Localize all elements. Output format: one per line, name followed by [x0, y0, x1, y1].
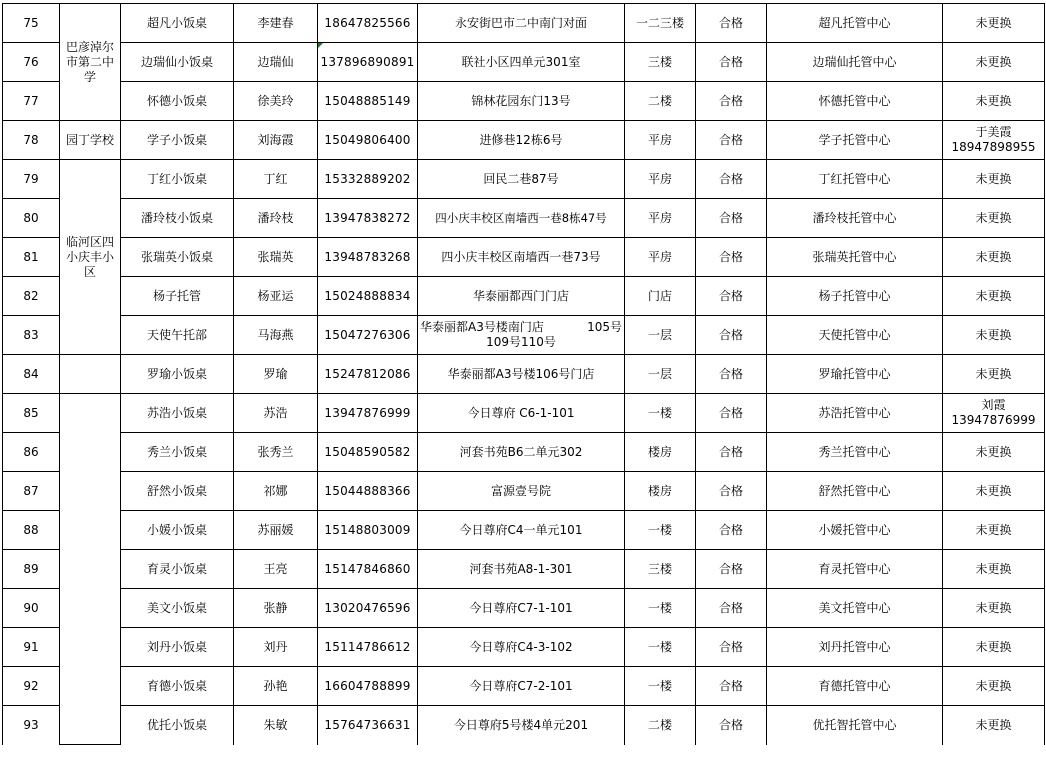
change-status[interactable]: 未更换: [943, 82, 1045, 121]
status[interactable]: 合格: [696, 472, 767, 511]
address[interactable]: 今日尊府C4-3-102: [418, 628, 625, 667]
provider-name[interactable]: 优托小饭桌: [121, 706, 234, 745]
row-number[interactable]: 90: [3, 589, 60, 628]
table-row[interactable]: [3, 706, 1045, 745]
row-number[interactable]: 76: [3, 43, 60, 82]
row-number[interactable]: 93: [3, 706, 60, 745]
provider-name[interactable]: 小媛小饭桌: [121, 511, 234, 550]
phone-number[interactable]: 15332889202: [318, 160, 418, 199]
floor[interactable]: 一层: [625, 355, 696, 394]
floor[interactable]: 一楼: [625, 394, 696, 433]
address[interactable]: 今日尊府5号楼4单元201: [418, 706, 625, 745]
phone-number[interactable]: 13020476596: [318, 589, 418, 628]
status[interactable]: 合格: [696, 394, 767, 433]
row-number[interactable]: 92: [3, 667, 60, 706]
phone-number[interactable]: 15024888834: [318, 277, 418, 316]
center-name[interactable]: 边瑞仙托管中心: [767, 43, 943, 82]
floor[interactable]: 二楼: [625, 82, 696, 121]
phone-number[interactable]: 16604788899: [318, 667, 418, 706]
contact-person[interactable]: 祁娜: [234, 472, 318, 511]
floor[interactable]: 平房: [625, 160, 696, 199]
center-name[interactable]: 潘玲枝托管中心: [767, 199, 943, 238]
provider-name[interactable]: 苏浩小饭桌: [121, 394, 234, 433]
contact-person[interactable]: 刘丹: [234, 628, 318, 667]
phone-number[interactable]: 13948783268: [318, 238, 418, 277]
address[interactable]: 河套书苑A8-1-301: [418, 550, 625, 589]
change-status[interactable]: 未更换: [943, 472, 1045, 511]
floor[interactable]: 一楼: [625, 667, 696, 706]
address-part: 华泰丽都A3号楼南门店: [420, 320, 544, 334]
table-row[interactable]: [3, 394, 1045, 433]
floor[interactable]: 一楼: [625, 511, 696, 550]
provider-name[interactable]: 刘丹小饭桌: [121, 628, 234, 667]
center-name[interactable]: 小媛托管中心: [767, 511, 943, 550]
change-status[interactable]: 未更换: [943, 433, 1045, 472]
contact-person[interactable]: 王亮: [234, 550, 318, 589]
contact-person[interactable]: 李建春: [234, 4, 318, 43]
change-status[interactable]: 未更换: [943, 589, 1045, 628]
phone-number[interactable]: 15148803009: [318, 511, 418, 550]
provider-name[interactable]: 天使午托部: [121, 316, 234, 355]
phone-number[interactable]: 15147846860: [318, 550, 418, 589]
row-number[interactable]: 81: [3, 238, 60, 277]
table-row[interactable]: [3, 277, 1045, 316]
floor[interactable]: 楼房: [625, 433, 696, 472]
contact-person[interactable]: 苏丽媛: [234, 511, 318, 550]
center-name[interactable]: 天使托管中心: [767, 316, 943, 355]
center-name[interactable]: 杨子托管中心: [767, 277, 943, 316]
floor[interactable]: 一楼: [625, 628, 696, 667]
change-status[interactable]: 未更换: [943, 355, 1045, 394]
center-name[interactable]: 秀兰托管中心: [767, 433, 943, 472]
address[interactable]: 四小庆丰校区南墙西一巷8栋47号: [418, 199, 625, 238]
provider-name[interactable]: 张瑞英小饭桌: [121, 238, 234, 277]
school-group-cell[interactable]: 巴彦淖尔市第二中学: [60, 4, 121, 121]
center-name[interactable]: 苏浩托管中心: [767, 394, 943, 433]
table-row[interactable]: [3, 4, 1045, 43]
table-row[interactable]: [3, 82, 1045, 121]
center-name[interactable]: 舒然托管中心: [767, 472, 943, 511]
status[interactable]: 合格: [696, 706, 767, 745]
floor[interactable]: 一二三楼: [625, 4, 696, 43]
row-number[interactable]: 88: [3, 511, 60, 550]
status[interactable]: 合格: [696, 4, 767, 43]
status[interactable]: 合格: [696, 238, 767, 277]
change-status[interactable]: 未更换: [943, 316, 1045, 355]
phone-number[interactable]: 15764736631: [318, 706, 418, 745]
floor[interactable]: 门店: [625, 277, 696, 316]
center-name[interactable]: 学子托管中心: [767, 121, 943, 160]
row-number[interactable]: 86: [3, 433, 60, 472]
phone-number[interactable]: 13947838272: [318, 199, 418, 238]
provider-name[interactable]: 罗瑜小饭桌: [121, 355, 234, 394]
center-name[interactable]: 育德托管中心: [767, 667, 943, 706]
phone-number[interactable]: 15247812086: [318, 355, 418, 394]
status[interactable]: 合格: [696, 355, 767, 394]
table-row[interactable]: [3, 511, 1045, 550]
center-name[interactable]: 育灵托管中心: [767, 550, 943, 589]
status[interactable]: 合格: [696, 121, 767, 160]
phone-number[interactable]: 15048885149: [318, 82, 418, 121]
status[interactable]: 合格: [696, 667, 767, 706]
phone-number[interactable]: 15049806400: [318, 121, 418, 160]
address[interactable]: 锦林花园东门13号: [418, 82, 625, 121]
row-number[interactable]: 85: [3, 394, 60, 433]
change-status[interactable]: 未更换: [943, 238, 1045, 277]
phone-number[interactable]: 18647825566: [318, 4, 418, 43]
contact-person[interactable]: 边瑞仙: [234, 43, 318, 82]
status[interactable]: 合格: [696, 511, 767, 550]
contact-person[interactable]: 孙艳: [234, 667, 318, 706]
status[interactable]: 合格: [696, 316, 767, 355]
table-row[interactable]: [3, 238, 1045, 277]
school-group-cell[interactable]: 临河区四小庆丰小区: [60, 160, 121, 355]
center-name[interactable]: 美文托管中心: [767, 589, 943, 628]
status[interactable]: 合格: [696, 43, 767, 82]
address[interactable]: 今日尊府C7-2-101: [418, 667, 625, 706]
status[interactable]: 合格: [696, 82, 767, 121]
replacement-phone: 18947898955: [951, 140, 1036, 154]
floor[interactable]: 一层: [625, 316, 696, 355]
table-row[interactable]: [3, 550, 1045, 589]
row-number[interactable]: 82: [3, 277, 60, 316]
change-status[interactable]: 未更换: [943, 550, 1045, 589]
change-status[interactable]: 未更换: [943, 511, 1045, 550]
center-name[interactable]: 张瑞英托管中心: [767, 238, 943, 277]
address[interactable]: [418, 316, 625, 355]
address[interactable]: 回民二巷87号: [418, 160, 625, 199]
status[interactable]: 合格: [696, 199, 767, 238]
provider-name[interactable]: 怀德小饭桌: [121, 82, 234, 121]
floor[interactable]: 三楼: [625, 550, 696, 589]
row-number[interactable]: 91: [3, 628, 60, 667]
table-row[interactable]: [3, 199, 1045, 238]
contact-person[interactable]: 张静: [234, 589, 318, 628]
center-name[interactable]: 刘丹托管中心: [767, 628, 943, 667]
address[interactable]: 今日尊府 C6-1-101: [418, 394, 625, 433]
floor[interactable]: 一楼: [625, 589, 696, 628]
address[interactable]: 四小庆丰校区南墙西一巷73号: [418, 238, 625, 277]
contact-person[interactable]: 徐美玲: [234, 82, 318, 121]
provider-name[interactable]: 超凡小饭桌: [121, 4, 234, 43]
table-row[interactable]: [3, 628, 1045, 667]
change-status[interactable]: 未更换: [943, 667, 1045, 706]
status[interactable]: 合格: [696, 433, 767, 472]
address[interactable]: 进修巷12栋6号: [418, 121, 625, 160]
change-status[interactable]: 未更换: [943, 160, 1045, 199]
center-name[interactable]: 超凡托管中心: [767, 4, 943, 43]
provider-name[interactable]: 舒然小饭桌: [121, 472, 234, 511]
replacement-name: 于美霞: [975, 125, 1012, 139]
row-number[interactable]: 89: [3, 550, 60, 589]
phone-number[interactable]: 15114786612: [318, 628, 418, 667]
replacement-phone: 13947876999: [951, 413, 1036, 427]
provider-name[interactable]: 育灵小饭桌: [121, 550, 234, 589]
contact-person[interactable]: 罗瑜: [234, 355, 318, 394]
contact-person[interactable]: 张瑞英: [234, 238, 318, 277]
table-row[interactable]: [3, 160, 1045, 199]
phone-number[interactable]: 13947876999: [318, 394, 418, 433]
status[interactable]: 合格: [696, 277, 767, 316]
floor[interactable]: 平房: [625, 121, 696, 160]
change-status[interactable]: 未更换: [943, 706, 1045, 745]
change-status[interactable]: 未更换: [943, 199, 1045, 238]
row-number[interactable]: 87: [3, 472, 60, 511]
change-status[interactable]: 未更换: [943, 277, 1045, 316]
row-number[interactable]: 78: [3, 121, 60, 160]
contact-person[interactable]: 马海燕: [234, 316, 318, 355]
row-number[interactable]: 84: [3, 355, 60, 394]
address-part: 105号: [587, 320, 622, 334]
phone-number[interactable]: 15047276306: [318, 316, 418, 355]
address[interactable]: 联社小区四单元301室: [418, 43, 625, 82]
phone-number[interactable]: 137896890891: [318, 43, 418, 82]
provider-name[interactable]: 学子小饭桌: [121, 121, 234, 160]
center-name[interactable]: 怀德托管中心: [767, 82, 943, 121]
address[interactable]: 华泰丽都西门门店: [418, 277, 625, 316]
table-row[interactable]: [3, 589, 1045, 628]
school-group-cell[interactable]: [60, 394, 121, 745]
table-row[interactable]: [3, 43, 1045, 82]
table-row[interactable]: [3, 433, 1045, 472]
address-part: 109号110号: [486, 335, 556, 349]
school-group-cell[interactable]: [60, 355, 121, 394]
center-name[interactable]: 优托智托管中心: [767, 706, 943, 745]
change-status[interactable]: [943, 121, 1045, 160]
address[interactable]: 永安街巴市二中南门对面: [418, 4, 625, 43]
row-number[interactable]: 83: [3, 316, 60, 355]
address[interactable]: 今日尊府C7-1-101: [418, 589, 625, 628]
provider-name[interactable]: 美文小饭桌: [121, 589, 234, 628]
contact-person[interactable]: 张秀兰: [234, 433, 318, 472]
provider-name[interactable]: 秀兰小饭桌: [121, 433, 234, 472]
row-number[interactable]: 80: [3, 199, 60, 238]
status[interactable]: 合格: [696, 160, 767, 199]
contact-person[interactable]: 杨亚运: [234, 277, 318, 316]
address[interactable]: 华泰丽都A3号楼106号门店: [418, 355, 625, 394]
table-row[interactable]: [3, 472, 1045, 511]
row-number[interactable]: 75: [3, 4, 60, 43]
row-number[interactable]: 77: [3, 82, 60, 121]
provider-name[interactable]: 丁红小饭桌: [121, 160, 234, 199]
contact-person[interactable]: 刘海霞: [234, 121, 318, 160]
replacement-name: 刘霞: [981, 398, 1006, 412]
center-name[interactable]: 罗瑜托管中心: [767, 355, 943, 394]
provider-name[interactable]: 潘玲枝小饭桌: [121, 199, 234, 238]
contact-person[interactable]: 丁红: [234, 160, 318, 199]
table-row[interactable]: [3, 121, 1045, 160]
table-row[interactable]: [3, 355, 1045, 394]
floor[interactable]: 楼房: [625, 472, 696, 511]
status[interactable]: 合格: [696, 628, 767, 667]
status[interactable]: 合格: [696, 589, 767, 628]
provider-name[interactable]: 边瑞仙小饭桌: [121, 43, 234, 82]
address[interactable]: 今日尊府C4一单元101: [418, 511, 625, 550]
contact-person[interactable]: 潘玲枝: [234, 199, 318, 238]
table-row[interactable]: [3, 316, 1045, 355]
center-name[interactable]: 丁红托管中心: [767, 160, 943, 199]
contact-person[interactable]: 朱敏: [234, 706, 318, 745]
provider-name[interactable]: 杨子托管: [121, 277, 234, 316]
phone-number[interactable]: 15044888366: [318, 472, 418, 511]
address[interactable]: 河套书苑B6二单元302: [418, 433, 625, 472]
row-number[interactable]: 79: [3, 160, 60, 199]
change-status[interactable]: 未更换: [943, 628, 1045, 667]
floor[interactable]: 二楼: [625, 706, 696, 745]
change-status[interactable]: [943, 394, 1045, 433]
floor[interactable]: 平房: [625, 238, 696, 277]
table-row[interactable]: [3, 667, 1045, 706]
spreadsheet-table: [2, 3, 1045, 745]
school-group-cell[interactable]: 园丁学校: [60, 121, 121, 160]
floor[interactable]: 三楼: [625, 43, 696, 82]
status[interactable]: 合格: [696, 550, 767, 589]
provider-name[interactable]: 育德小饭桌: [121, 667, 234, 706]
contact-person[interactable]: 苏浩: [234, 394, 318, 433]
change-status[interactable]: 未更换: [943, 4, 1045, 43]
phone-number[interactable]: 15048590582: [318, 433, 418, 472]
change-status[interactable]: 未更换: [943, 43, 1045, 82]
address[interactable]: 富源壹号院: [418, 472, 625, 511]
floor[interactable]: 平房: [625, 199, 696, 238]
